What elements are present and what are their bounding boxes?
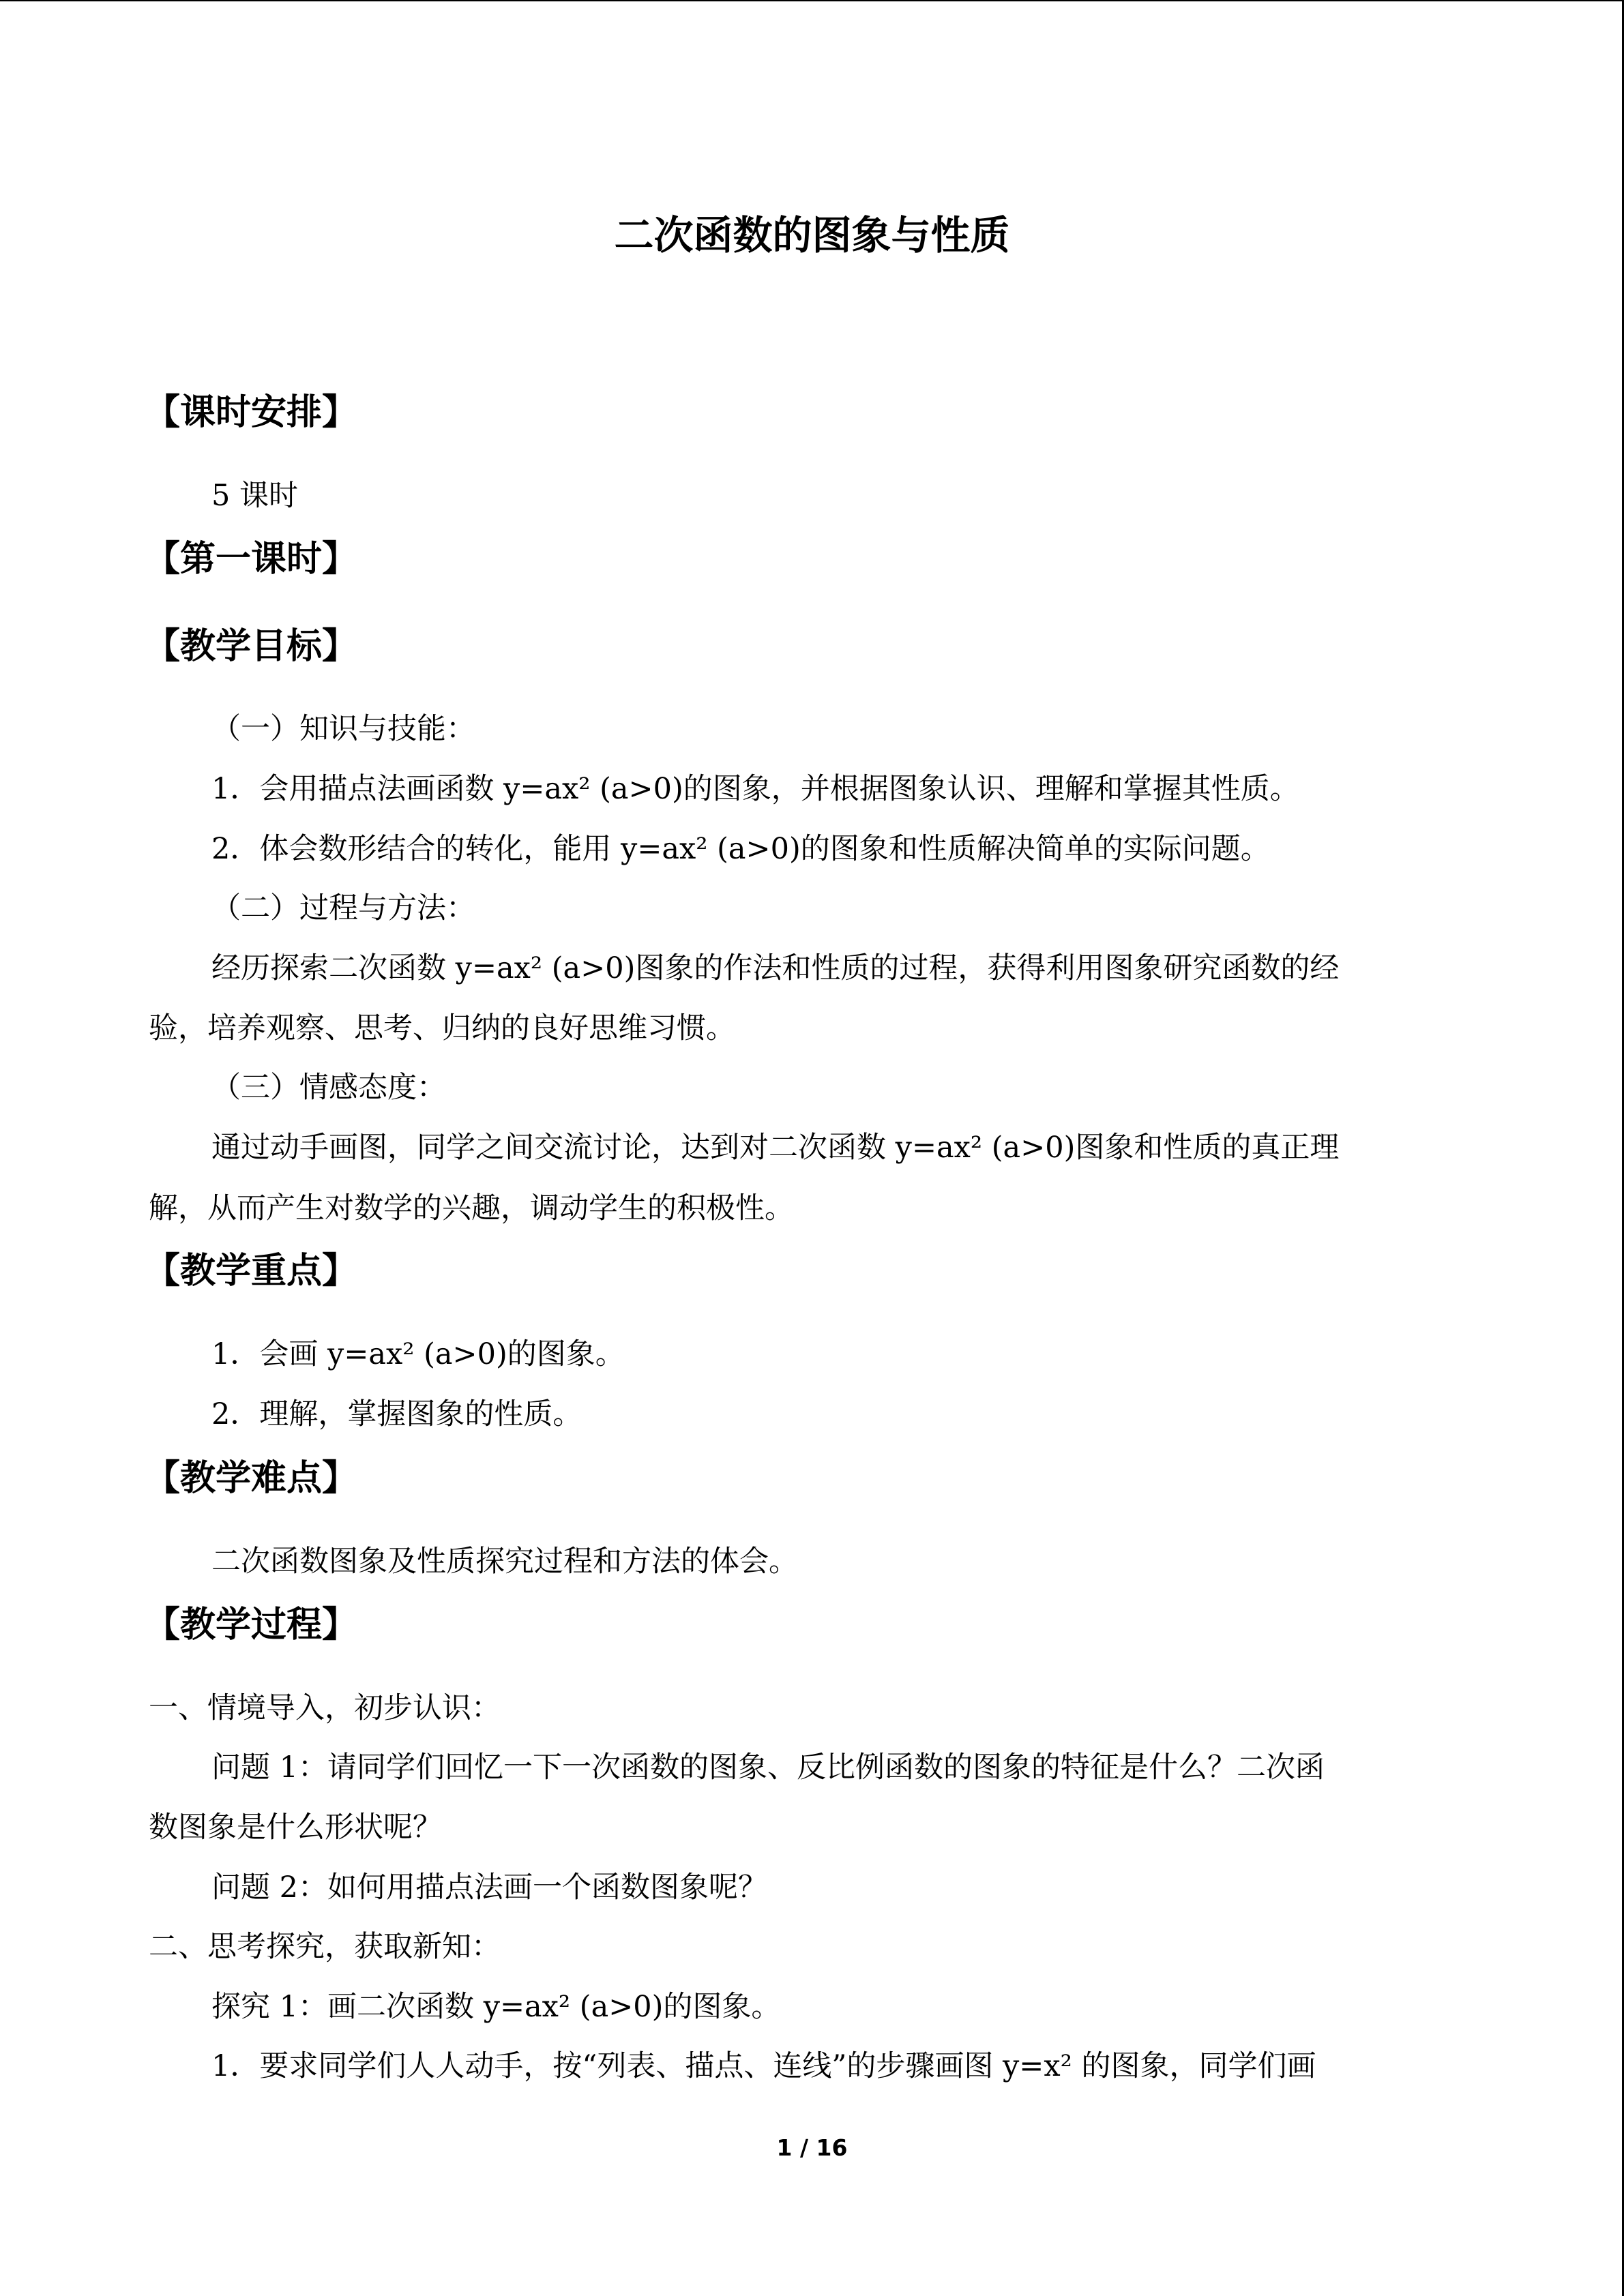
objectives-line: 经历探索二次函数 y=ax² (a>0)图象的作法和性质的过程，获得利用图象研究函数的经 xyxy=(211,951,1340,985)
objectives-line: 验，培养观察、思考、归纳的良好思维习惯。 xyxy=(149,1011,735,1045)
schedule-text: 5 课时 xyxy=(211,479,299,513)
objectives-line: 2．体会数形结合的转化，能用 y=ax² (a>0)的图象和性质解决简单的实际问题。 xyxy=(211,832,1270,866)
objectives-heading: 【教学目标】 xyxy=(145,626,358,667)
key-points-line: 2．理解，掌握图象的性质。 xyxy=(211,1397,582,1431)
process-heading: 【教学过程】 xyxy=(145,1605,358,1645)
first-lesson-heading: 【第一课时】 xyxy=(145,539,358,580)
difficulties-heading: 【教学难点】 xyxy=(145,1458,358,1499)
process-line: 1．要求同学们人人动手，按“列表、描点、连线”的步骤画图 y=x² 的图象，同学们画 xyxy=(211,2049,1316,2083)
objectives-line: 通过动手画图，同学之间交流讨论，达到对二次函数 y=ax² (a>0)图象和性质的真正理 xyxy=(211,1131,1340,1165)
process-line: 问题 2：如何用描点法画一个函数图象呢？ xyxy=(211,1870,768,1905)
key-points-line: 1．会画 y=ax² (a>0)的图象。 xyxy=(211,1337,625,1371)
schedule-heading: 【课时安排】 xyxy=(145,392,358,433)
objectives-line: 解，从而产生对数学的兴趣，调动学生的积极性。 xyxy=(149,1191,794,1225)
process-line: 问题 1：请同学们回忆一下一次函数的图象、反比例函数的图象的特征是什么？二次函 xyxy=(211,1750,1325,1785)
process-line: 二、思考探究，获取新知： xyxy=(149,1930,501,1964)
objectives-line: （二）过程与方法： xyxy=(211,891,475,925)
document-title: 二次函数的图象与性质 xyxy=(614,212,1010,258)
objectives-line: （三）情感态度： xyxy=(211,1071,446,1105)
key-points-heading: 【教学重点】 xyxy=(145,1251,358,1292)
objectives-line: 1．会用描点法画函数 y=ax² (a>0)的图象，并根据图象认识、理解和掌握其性质。 xyxy=(211,772,1299,806)
process-line: 一、情境导入，初步认识： xyxy=(149,1691,501,1725)
difficulties-text: 二次函数图象及性质探究过程和方法的体会。 xyxy=(211,1545,798,1579)
process-line: 数图象是什么形状呢？ xyxy=(149,1810,442,1845)
page-number: 1 / 16 xyxy=(776,2134,848,2161)
objectives-line: （一）知识与技能： xyxy=(211,712,475,746)
page-border-top xyxy=(0,0,1624,1)
process-line: 探究 1：画二次函数 y=ax² (a>0)的图象。 xyxy=(211,1990,781,2024)
